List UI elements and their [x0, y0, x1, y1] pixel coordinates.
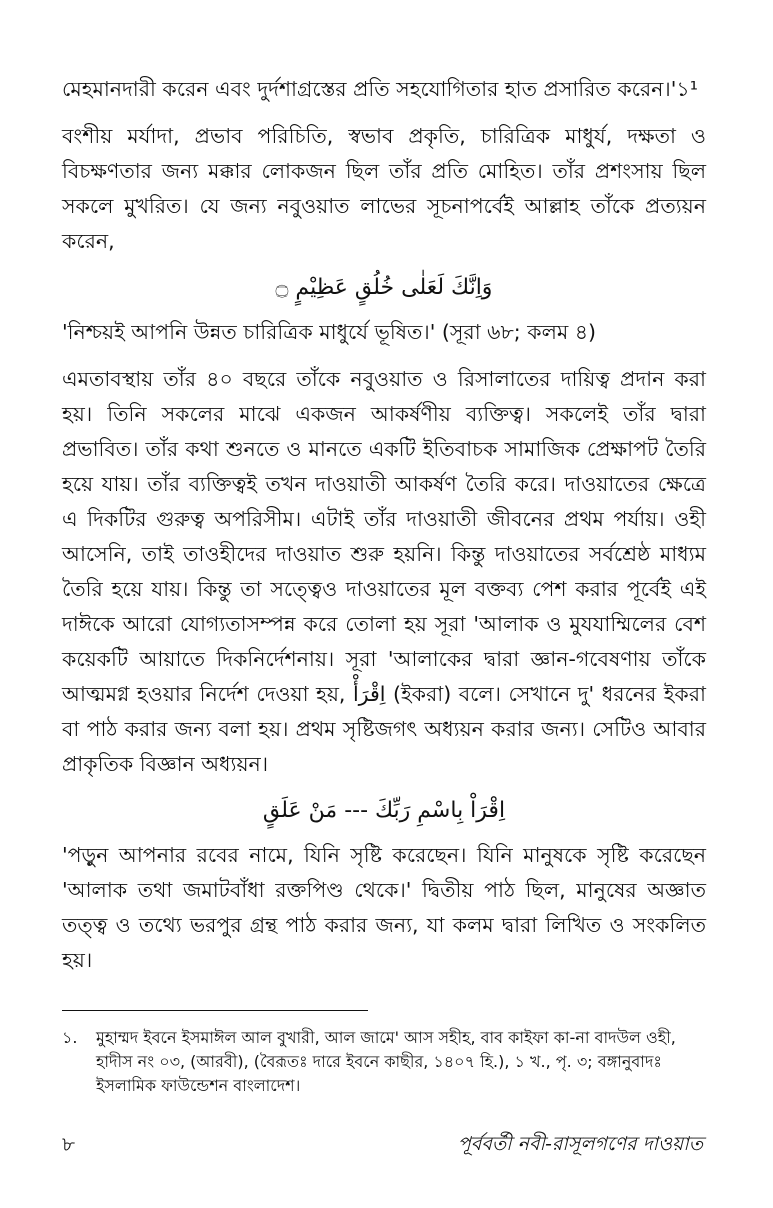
page-body [62, 72, 706, 990]
footnote-number: ১. [62, 1028, 78, 1047]
footnote-divider [62, 1010, 368, 1011]
footnote [62, 1026, 706, 1098]
paragraph-4: এমতাবস্থায় তাঁর ৪০ বছরে তাঁকে নবুওয়াত ও রিসালাতের দায়িত্ব প্রদান করা হয়। তিনি সকলের মাঝে একজন আকর্ষণীয় ব্যক্তিত্ব। সকলেই তাঁর দ্বারা প্রভাবিত। তাঁর কথা শুনতে ও মানতে একটি ইতিবাচক সামাজিক প্রেক্ষাপট তৈরি হয়ে যায়। তাঁর ব্যক্তিত্বই তখন দাওয়াতী আকর্ষণ তৈরি করে। দাওয়াতের ক্ষেত্রে এ দিকটির গুরুত্ব অপরিসীম। এটাই তাঁর দাওয়াতী জীবনের প্রথম পর্যায়। ওহী আসেনি, তাই তাওহীদের দাওয়াত শুরু হয়নি। কিন্তু দাওয়াতের সর্বশ্রেষ্ঠ মাধ্যম তৈরি হয়ে যায়। কিন্তু তা সত্ত্বেও দাওয়াতের মূল বক্তব্য পেশ করার পূর্বেই এই দাঈকে আরো যোগ্যতাসম্পন্ন করে তোলা হয় সূরা 'আলাক ও মুযযাম্মিলের বেশ কয়েকটি আয়াতে দিকনির্দেশনায়। সূরা 'আলাকের দ্বারা জ্ঞান-গবেষণায় তাঁকে আত্মমগ্ন হওয়ার নির্দেশ দেওয়া হয়, اِقْرَأْ (ইকরা) বলে। সেখানে দু' ধরনের ইকরা বা পাঠ করার জন্য বলা হয়। প্রথম সৃষ্টিজগৎ অধ্যয়ন করার জন্য। সেটিও আবার প্রাকৃতিক বিজ্ঞান অধ্যয়ন। [62, 367, 706, 776]
page-number: ৮ [62, 1132, 75, 1156]
running-title: পূর্ববর্তী নবী-রাসূলগণের দাওয়াত [457, 1133, 703, 1155]
footnote-text: মুহাম্মদ ইবনে ইসমাঈল আল বুখারী, আল জামে' আস সহীহ, বাব কাইফা কা-না বাদউল ওহী, হাদীস নং ০৩, (আরবী), (বৈরূতঃ দারে ইবনে কাছীর, ১৪০৭ হি.), ১ খ., পৃ. ৩; বঙ্গানুবাদঃ ইসলামিক ফাউন্ডেশন বাংলাদেশ। [96, 1028, 676, 1095]
arabic-verse-2: اِقْرَاْ بِاسْمِ رَبِّكَ --- مَنْ عَلَقٍ [262, 798, 506, 823]
paragraph-2: বংশীয় মর্যাদা, প্রভাব পরিচিতি, স্বভাব প্রকৃতি, চারিত্রিক মাধুর্য, দক্ষতা ও বিচক্ষণতার জন্য মক্কার লোকজন ছিল তাঁর প্রতি মোহিত। তাঁর প্রশংসায় ছিল সকলে মুখরিত। যে জন্য নবুওয়াত লাভের সূচনাপর্বেই আল্লাহ তাঁকে প্রত্যয়ন করেন, [62, 124, 706, 253]
paragraph-5: 'পড়ুন আপনার রবের নামে, যিনি সৃষ্টি করেছেন। যিনি মানুষকে সৃষ্টি করেছেন 'আলাক তথা জমাটবাঁধা রক্তপিণ্ড থেকে।' দ্বিতীয় পাঠ ছিল, মানুষের অজ্ঞাত তত্ত্ব ও তথ্যে ভরপুর গ্রন্থ পাঠ করার জন্য, যা কলম দ্বারা লিখিত ও সংকলিত হয়। [62, 843, 706, 972]
arabic-verse-1: وَاِنَّكَ لَعَلٰى خُلُقٍ عَظِيْمٍ ۝ [275, 275, 493, 300]
paragraph-1: মেহমানদারী করেন এবং দুর্দশাগ্রস্তের প্রতি সহযোগিতার হাত প্রসারিত করেন।'১¹ [62, 77, 698, 101]
paragraph-3-translation: 'নিশ্চয়ই আপনি উন্নত চারিত্রিক মাধুর্যে ভূষিত।' (সূরা ৬৮; কলম ৪) [62, 320, 597, 344]
